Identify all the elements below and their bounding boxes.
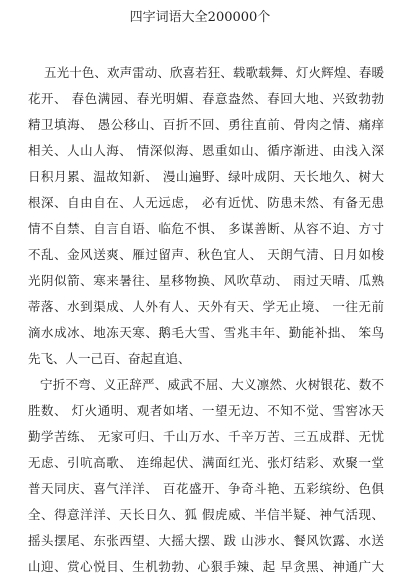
text-line: 蒂落、水到渠成、人外有人、天外有天、学无止境、 一往无前 <box>28 299 384 314</box>
text-line: 不乱、金风送爽、雁过留声、秋色宜人、 天朗气清、日月如梭 <box>28 247 384 262</box>
paragraph-2 <box>28 372 384 580</box>
text-line: 情不自禁、自言自语、临危不惧、 多谋善断、从容不迫、方寸 <box>28 221 384 236</box>
text-line: 宁折不弯、义正辞严、威武不屈、大义凛然、火树银花、数不 <box>40 377 384 392</box>
document-body <box>28 60 384 580</box>
document-title: 四字词语大全200000个 <box>129 10 271 25</box>
text-line: 全、得意洋洋、天长日久、狐 假虎威、半信半疑、神气活现、 <box>28 507 384 522</box>
text-line: 相关、人山人海、 情深似海、恩重如山、循序渐进、由浅入深 <box>28 143 384 158</box>
text-line: 滴水成冰、地冻天寒、鹅毛大雪、雪兆丰年、勤能补拙、 笨鸟 <box>28 325 384 340</box>
text-line: 光阴似箭、寒来暑往、星移物换、风吹草动、 雨过天晴、瓜熟 <box>28 273 384 288</box>
text-line: 山迎、赏心悦目、生机勃勃、心狠手辣、起 早贪黑、神通广大 <box>28 559 384 574</box>
text-line: 勤学苦练、 无家可归、千山万水、千辛万苦、三五成群、无忧 <box>28 429 384 444</box>
text-line: 花开、 春色满园、春光明媚、春意盎然、春回大地、兴致勃勃 <box>28 91 384 106</box>
text-line: 普天同庆、喜气洋洋、 百花盛开、争奇斗艳、五彩缤纷、色俱 <box>28 481 384 496</box>
text-line: 无虑、引吭高歌、 连绵起伏、满面红光、张灯结彩、欢聚一堂 <box>28 455 384 470</box>
text-line: 先飞、人一己百、奋起直追、 <box>28 351 191 366</box>
text-line: 五光十色、欢声雷动、欣喜若狂、载歌载舞、灯火辉煌、春暖 <box>44 65 384 80</box>
text-line: 日积月累、温故知新、 漫山遍野、绿叶成阴、天长地久、树大 <box>28 169 384 184</box>
text-line: 精卫填海、 愚公移山、百折不回、勇往直前、骨肉之情、痛痒 <box>28 117 384 132</box>
text-line: 摇头摆尾、东张西望、大摇大摆、跋 山涉水、餐风饮露、水送 <box>28 533 384 548</box>
text-line: 胜数、 灯火通明、观者如堵、一望无边、不知不觉、雪窖冰天 <box>28 403 384 418</box>
text-line: 根深、自由自在、人无远虑， 必有近忧、防患未然、有备无患 <box>28 195 384 210</box>
paragraph-1 <box>28 60 384 372</box>
